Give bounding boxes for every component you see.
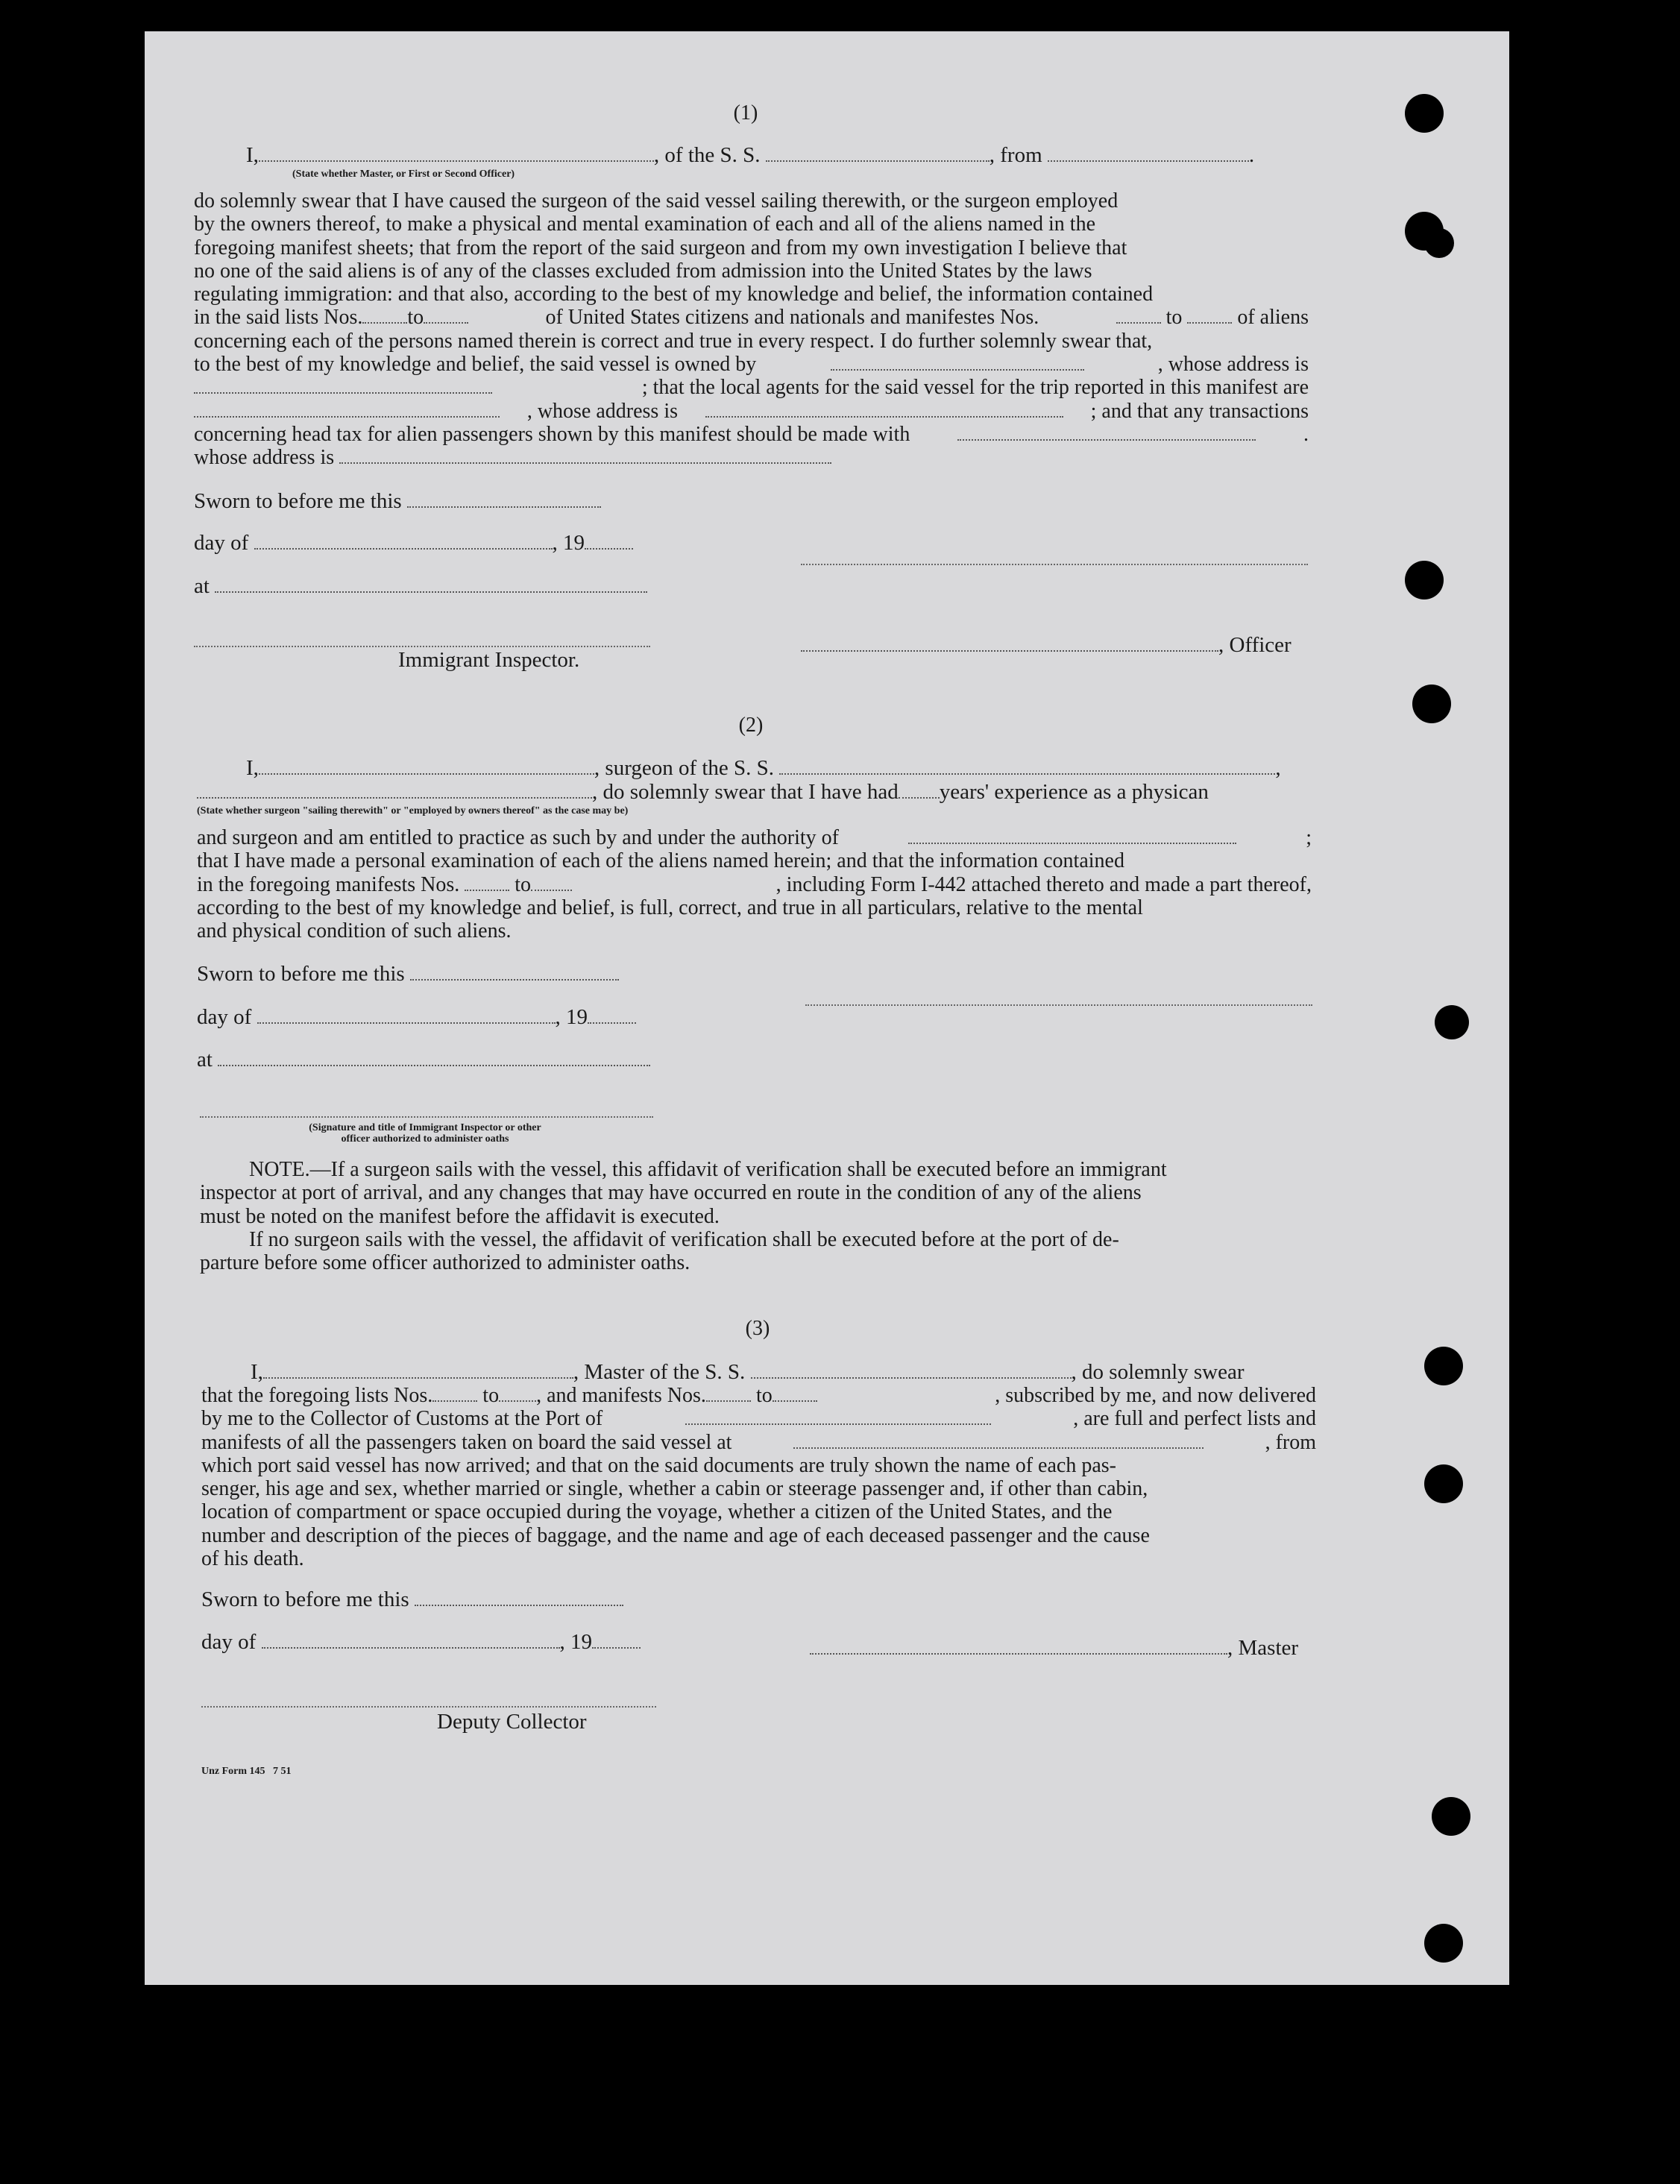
section-1-heading: (1) <box>733 101 758 125</box>
s2-note-para-2: If no surgeon sails with the vessel, the affidavit of verification shall be executed before at the port of de- parture before some officer authorized to administer oaths. <box>200 1228 1119 1275</box>
s3-master-sig: , Master <box>810 1637 1298 1660</box>
s3-deputy-label: Deputy Collector <box>437 1710 587 1734</box>
surgeon-name-blank[interactable] <box>259 757 594 775</box>
s2-inspector-signature-line[interactable] <box>200 1116 653 1118</box>
s2-sig-note-2: officer authorized to administer oaths <box>341 1133 509 1145</box>
s1-officer-note: (State whether Master, or First or Second Officer) <box>292 169 515 180</box>
s2-year-blank[interactable] <box>588 1006 636 1024</box>
s2-sig-note-1: (Signature and title of Immigrant Inspector or other <box>309 1122 541 1133</box>
s2-manifest-to-blank[interactable] <box>531 873 572 891</box>
s3-year-blank[interactable] <box>592 1631 641 1649</box>
punch-hole <box>1432 1797 1470 1836</box>
section-2-heading: (2) <box>738 714 764 737</box>
officer-signature-line[interactable] <box>801 564 1308 565</box>
s2-line2: , do solemnly swear that I have had years' experience as a physican <box>197 781 1209 804</box>
s2-sworn: Sworn to before me this <box>197 963 619 986</box>
s1-body: do solemnly swear that I have caused the surgeon of the said vessel sailing therewith, or the surgeon employed by the owners thereof, to make a physical and mental examination of each and all of the aliens named in the foregoing manifest sheets; that from the report of the said surgeon and from my own investigation I believe that no one of the said aliens is of any of the classes excluded from admission into the United States by the laws regulating immigration: and that also, according to the best of my knowledge and belief, the information contained in the said lists Nos. to of United States citizens and nationals and manifestes Nos. to of aliens concerning each of the persons named therein is correct and true in every respect. I do further solemnly swear that, to the best of my knowledge and belief, the said vessel is owned by , whose address is ; that the local agents for the said vessel for the trip reported in this manifest are , whose address is ; and that any transactions concerning head tax for alien passengers shown by this manifest should be made with . whose address is <box>194 189 1309 470</box>
s3-month-blank[interactable] <box>262 1631 560 1649</box>
authority-blank[interactable] <box>908 826 1236 844</box>
s2-body: and surgeon and am entitled to practice as such by and under the authority of ; that I have made a personal examination of each of the aliens named herein; and that the information contained in the foregoing manifests Nos. to , including Form I-442 attached thereto and made a part thereof, according to the best of my knowledge and belief, is full, correct, and true in all particulars, relative to the mental and physical condition of such aliens. <box>197 826 1312 943</box>
from-blank[interactable] <box>1048 144 1249 162</box>
headtax-blank[interactable] <box>957 423 1256 441</box>
s3-sworn: Sworn to before me this <box>201 1588 623 1611</box>
port-blank[interactable] <box>685 1407 991 1425</box>
master-signature-blank[interactable] <box>810 1637 1227 1655</box>
s3-body: that the foregoing lists Nos. to , and manifests Nos. to , subscribed by me, and now delivered by me to the Collector of Customs at the Port of , are full and perfect lists and manifests of all the passengers taken on board the said vessel at , from which port said vessel has now arrived; and that on the said documents are truly shown the name of each pas- senger, his age and sex, whether married or single, whether a cabin or steerage passenger and, if other than cabin, location of compartment or space occupied during the voyage, whether a citizen of the United States, and the number and description of the pieces of baggage, and the name and age of each deceased passenger and the cause of his death. <box>201 1384 1316 1571</box>
s1-line1: I, , of the S. S. , from . <box>246 143 1255 167</box>
surgeon-signature-line[interactable] <box>805 1004 1312 1006</box>
year-blank[interactable] <box>585 532 633 550</box>
lists-to-blank[interactable] <box>424 306 468 324</box>
s2-day-of: day of , 19 <box>197 1006 636 1029</box>
headtax-address-blank[interactable] <box>339 446 831 464</box>
manifest-from-blank[interactable] <box>1116 306 1161 324</box>
master-name-blank[interactable] <box>263 1361 573 1379</box>
s3-lists-to-blank[interactable] <box>499 1384 536 1402</box>
at-blank[interactable] <box>215 575 647 593</box>
officer-title-blank[interactable] <box>801 634 1218 652</box>
s2-note-para-1: NOTE.—If a surgeon sails with the vessel, this affidavit of verification shall be executed before an immigrant inspector at port of arrival, and any changes that may have occurred en route in the condition of any of the aliens must be noted on the manifest before the affidavit is executed. <box>200 1158 1167 1228</box>
punch-hole <box>1412 685 1451 723</box>
s2-line1: I, , surgeon of the S. S. , <box>246 756 1281 780</box>
owner-address-blank[interactable] <box>194 376 492 394</box>
punch-hole <box>1405 561 1444 600</box>
s3-lists-from-blank[interactable] <box>432 1384 477 1402</box>
punch-hole <box>1424 1924 1463 1963</box>
s3-line1: I, , Master of the S. S. , do solemnly swear <box>251 1360 1245 1384</box>
s2-month-blank[interactable] <box>257 1006 556 1024</box>
punch-hole <box>1424 1347 1463 1385</box>
surgeon-type-blank[interactable] <box>197 781 592 799</box>
month-blank[interactable] <box>254 532 553 550</box>
years-blank[interactable] <box>899 781 940 799</box>
s2-surgeon-note: (State whether surgeon "sailing therewith" or "employed by owners thereof" as the case may be) <box>197 805 629 816</box>
owner-blank[interactable] <box>831 353 1084 371</box>
s3-day-of: day of , 19 <box>201 1631 641 1654</box>
deputy-signature-line[interactable] <box>201 1706 656 1708</box>
section-3-heading: (3) <box>745 1317 770 1340</box>
sworn-day-blank[interactable] <box>407 490 601 508</box>
punch-hole <box>1424 228 1454 258</box>
vessel-blank[interactable] <box>766 144 990 162</box>
s1-at: at <box>194 575 647 598</box>
s3-manifests-to-blank[interactable] <box>773 1384 817 1402</box>
agents-blank[interactable] <box>194 400 500 418</box>
lists-from-blank[interactable] <box>362 306 407 324</box>
s3-manifests-from-blank[interactable] <box>706 1384 751 1402</box>
form-id: Unz Form 145 7 51 <box>201 1766 292 1777</box>
master-vessel-blank[interactable] <box>751 1361 1072 1379</box>
s3-sworn-day-blank[interactable] <box>415 1588 623 1606</box>
s1-inspector-label: Immigrant Inspector. <box>398 648 580 672</box>
s1-day-of: day of , 19 <box>194 532 633 555</box>
s1-sworn: Sworn to before me this <box>194 490 601 513</box>
board-port-blank[interactable] <box>793 1431 1204 1449</box>
punch-hole <box>1405 94 1444 133</box>
s2-sworn-day-blank[interactable] <box>410 963 619 981</box>
name-blank[interactable] <box>259 144 654 162</box>
s2-at: at <box>197 1048 650 1071</box>
s2-at-blank[interactable] <box>218 1048 650 1066</box>
punch-hole <box>1424 1464 1463 1503</box>
manifest-to-blank[interactable] <box>1187 306 1232 324</box>
agents-address-blank[interactable] <box>705 400 1063 418</box>
punch-hole <box>1435 1005 1469 1039</box>
surgeon-vessel-blank[interactable] <box>779 757 1275 775</box>
s1-officer-title: , Officer <box>801 634 1292 657</box>
s2-manifest-from-blank[interactable] <box>465 873 509 891</box>
inspector-signature-line[interactable] <box>194 646 650 647</box>
